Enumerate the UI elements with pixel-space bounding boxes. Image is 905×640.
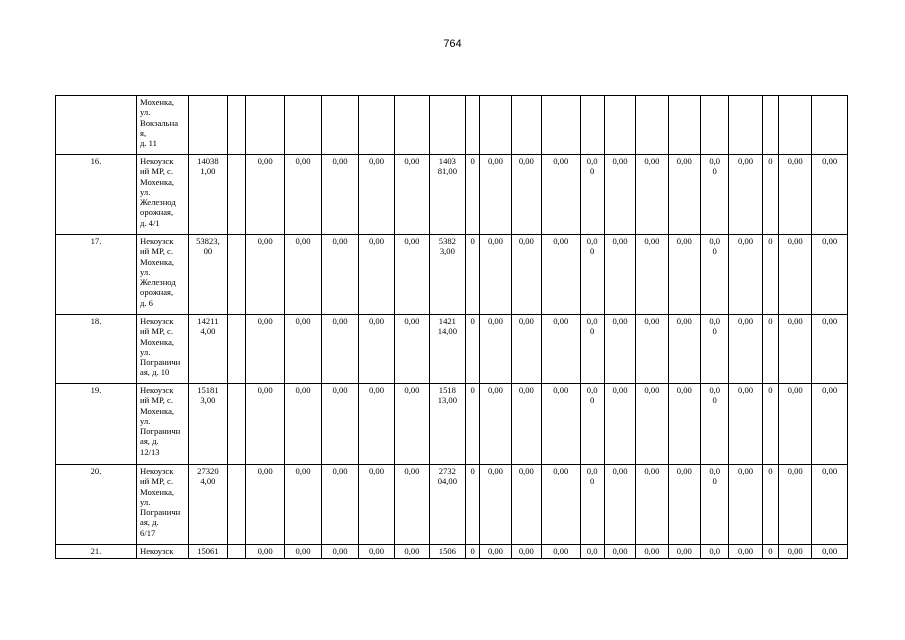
value-cell: 0,00 bbox=[246, 384, 284, 465]
value-cell: 0,00 bbox=[812, 315, 848, 384]
value-cell: 0,00 bbox=[284, 235, 321, 315]
value-cell: 0 bbox=[762, 465, 778, 545]
value-cell: 0,00 bbox=[778, 235, 811, 315]
value-cell: 0,00 bbox=[322, 315, 358, 384]
value-cell: 0,0 0 bbox=[580, 315, 604, 384]
value-cell: 0,00 bbox=[358, 155, 394, 235]
value-cell: 0,00 bbox=[284, 155, 321, 235]
value-cell: 0,00 bbox=[511, 384, 541, 465]
value-cell: 0,00 bbox=[812, 155, 848, 235]
value-cell: 0,00 bbox=[322, 155, 358, 235]
value-cell bbox=[762, 96, 778, 155]
value-cell: 0,00 bbox=[778, 465, 811, 545]
value-cell bbox=[542, 96, 580, 155]
value-cell: 0,00 bbox=[542, 384, 580, 465]
value-cell: 0,00 bbox=[668, 155, 700, 235]
value-cell: 2732 04,00 bbox=[429, 465, 465, 545]
value-cell: 0,00 bbox=[542, 155, 580, 235]
value-cell: 0,00 bbox=[480, 315, 511, 384]
value-cell: 0,0 bbox=[701, 545, 729, 559]
value-cell bbox=[701, 96, 729, 155]
value-cell: 0,00 bbox=[604, 465, 635, 545]
value-cell bbox=[228, 96, 246, 155]
value-cell: 0 bbox=[466, 315, 480, 384]
value-cell: 0,00 bbox=[729, 315, 762, 384]
data-table bbox=[55, 95, 848, 559]
value-cell: 0,00 bbox=[729, 235, 762, 315]
value-cell: 0,00 bbox=[322, 235, 358, 315]
value-cell: 0,00 bbox=[542, 465, 580, 545]
row-number-cell: 21. bbox=[56, 545, 137, 559]
value-cell: 0 bbox=[762, 235, 778, 315]
row-number-cell bbox=[56, 96, 137, 155]
value-cell: 0,00 bbox=[480, 465, 511, 545]
value-cell: 0,00 bbox=[246, 465, 284, 545]
value-cell: 0,00 bbox=[322, 384, 358, 465]
value-cell: 14211 4,00 bbox=[188, 315, 227, 384]
value-cell: 0 bbox=[762, 545, 778, 559]
value-cell: 0,00 bbox=[636, 235, 668, 315]
value-cell: 0,00 bbox=[395, 155, 429, 235]
value-cell: 1506 bbox=[429, 545, 465, 559]
value-cell: 0,0 0 bbox=[580, 465, 604, 545]
value-cell bbox=[511, 96, 541, 155]
value-cell: 0,00 bbox=[636, 155, 668, 235]
value-cell: 0,00 bbox=[246, 155, 284, 235]
value-cell: 0,00 bbox=[729, 545, 762, 559]
value-cell: 0,00 bbox=[284, 384, 321, 465]
value-cell bbox=[668, 96, 700, 155]
value-cell: 0,00 bbox=[542, 545, 580, 559]
address-cell: Некоузск ий МР, с. Мохенка, ул. Пограничн ая, д. 10 bbox=[137, 315, 189, 384]
value-cell: 0,0 0 bbox=[580, 155, 604, 235]
value-cell: 0,00 bbox=[729, 465, 762, 545]
value-cell bbox=[228, 465, 246, 545]
value-cell: 0,00 bbox=[729, 155, 762, 235]
value-cell bbox=[729, 96, 762, 155]
row-number-cell: 17. bbox=[56, 235, 137, 315]
value-cell: 5382 3,00 bbox=[429, 235, 465, 315]
table-row bbox=[56, 96, 848, 155]
value-cell: 14038 1,00 bbox=[188, 155, 227, 235]
value-cell bbox=[228, 315, 246, 384]
value-cell: 0,00 bbox=[511, 465, 541, 545]
value-cell: 1518 13,00 bbox=[429, 384, 465, 465]
value-cell: 0,00 bbox=[778, 155, 811, 235]
value-cell: 0,00 bbox=[778, 315, 811, 384]
value-cell: 0,00 bbox=[246, 545, 284, 559]
value-cell: 15181 3,00 bbox=[188, 384, 227, 465]
value-cell: 0,0 0 bbox=[580, 235, 604, 315]
value-cell: 0,0 0 bbox=[701, 384, 729, 465]
value-cell bbox=[580, 96, 604, 155]
page-number: 764 bbox=[443, 38, 462, 50]
value-cell bbox=[228, 155, 246, 235]
value-cell: 0,00 bbox=[358, 315, 394, 384]
value-cell: 0,00 bbox=[395, 235, 429, 315]
value-cell bbox=[246, 96, 284, 155]
value-cell: 0,00 bbox=[636, 315, 668, 384]
row-number-cell: 18. bbox=[56, 315, 137, 384]
value-cell bbox=[188, 96, 227, 155]
table-row bbox=[56, 545, 848, 559]
value-cell bbox=[395, 96, 429, 155]
address-cell: Некоузск ий МР, с. Мохенка, ул. Железнод орожная, д. 4/1 bbox=[137, 155, 189, 235]
value-cell: 0,00 bbox=[358, 465, 394, 545]
value-cell bbox=[228, 384, 246, 465]
value-cell: 0 bbox=[762, 155, 778, 235]
value-cell bbox=[812, 96, 848, 155]
value-cell: 0,00 bbox=[284, 315, 321, 384]
row-number-cell: 19. bbox=[56, 384, 137, 465]
value-cell: 0 bbox=[762, 384, 778, 465]
value-cell: 0,00 bbox=[604, 155, 635, 235]
value-cell: 0,00 bbox=[778, 384, 811, 465]
value-cell: 0,00 bbox=[322, 465, 358, 545]
row-number-cell: 20. bbox=[56, 465, 137, 545]
value-cell: 0,00 bbox=[395, 545, 429, 559]
table-row bbox=[56, 155, 848, 235]
value-cell: 0,00 bbox=[668, 545, 700, 559]
value-cell: 0,0 0 bbox=[701, 155, 729, 235]
value-cell bbox=[778, 96, 811, 155]
value-cell bbox=[480, 96, 511, 155]
value-cell: 0,00 bbox=[480, 545, 511, 559]
value-cell: 0,00 bbox=[284, 465, 321, 545]
value-cell: 0,00 bbox=[322, 545, 358, 559]
value-cell: 1421 14,00 bbox=[429, 315, 465, 384]
value-cell: 0,00 bbox=[668, 465, 700, 545]
value-cell: 0,0 0 bbox=[701, 465, 729, 545]
value-cell: 0,00 bbox=[604, 235, 635, 315]
value-cell: 0,0 0 bbox=[701, 235, 729, 315]
value-cell: 0,00 bbox=[395, 465, 429, 545]
value-cell bbox=[228, 235, 246, 315]
address-cell: Некоузск ий МР, с. Мохенка, ул. Пограничн ая, д. 6/17 bbox=[137, 465, 189, 545]
value-cell: 0,00 bbox=[480, 384, 511, 465]
value-cell: 0,00 bbox=[668, 315, 700, 384]
value-cell: 0,00 bbox=[812, 384, 848, 465]
value-cell: 0,00 bbox=[480, 235, 511, 315]
value-cell bbox=[322, 96, 358, 155]
value-cell: 0,00 bbox=[668, 384, 700, 465]
value-cell: 0,00 bbox=[395, 315, 429, 384]
value-cell: 0,00 bbox=[604, 384, 635, 465]
value-cell: 0,00 bbox=[636, 384, 668, 465]
value-cell: 0,00 bbox=[668, 235, 700, 315]
value-cell: 0 bbox=[466, 384, 480, 465]
value-cell: 0,00 bbox=[636, 545, 668, 559]
value-cell: 0 bbox=[466, 235, 480, 315]
value-cell: 0 bbox=[466, 465, 480, 545]
value-cell bbox=[228, 545, 246, 559]
address-cell: Некоузск bbox=[137, 545, 189, 559]
table-row bbox=[56, 465, 848, 545]
table-row bbox=[56, 384, 848, 465]
value-cell: 0,00 bbox=[284, 545, 321, 559]
row-number-cell: 16. bbox=[56, 155, 137, 235]
value-cell: 0,00 bbox=[812, 465, 848, 545]
value-cell: 53823, 00 bbox=[188, 235, 227, 315]
value-cell: 0,00 bbox=[604, 545, 635, 559]
value-cell: 0,00 bbox=[511, 155, 541, 235]
value-cell: 0,00 bbox=[395, 384, 429, 465]
value-cell bbox=[604, 96, 635, 155]
value-cell: 0,00 bbox=[778, 545, 811, 559]
value-cell: 0,00 bbox=[358, 384, 394, 465]
value-cell: 0,00 bbox=[480, 155, 511, 235]
value-cell bbox=[358, 96, 394, 155]
value-cell: 0,00 bbox=[358, 235, 394, 315]
value-cell: 0,00 bbox=[812, 545, 848, 559]
value-cell: 0,00 bbox=[542, 315, 580, 384]
value-cell: 0,00 bbox=[511, 235, 541, 315]
value-cell: 0 bbox=[466, 545, 480, 559]
value-cell: 27320 4,00 bbox=[188, 465, 227, 545]
value-cell: 0 bbox=[466, 155, 480, 235]
value-cell bbox=[284, 96, 321, 155]
value-cell: 0,00 bbox=[604, 315, 635, 384]
value-cell: 0,00 bbox=[358, 545, 394, 559]
value-cell: 0,00 bbox=[636, 465, 668, 545]
value-cell bbox=[466, 96, 480, 155]
value-cell: 0,00 bbox=[511, 545, 541, 559]
address-cell: Некоузск ий МР, с. Мохенка, ул. Пограничн ая, д. 12/13 bbox=[137, 384, 189, 465]
value-cell: 0,00 bbox=[812, 235, 848, 315]
address-cell: Некоузск ий МР, с. Мохенка, ул. Железнод орожная, д. 6 bbox=[137, 235, 189, 315]
value-cell: 0,00 bbox=[246, 315, 284, 384]
address-cell: Мохенка, ул. Вокзальна я, д. 11 bbox=[137, 96, 189, 155]
value-cell: 0,00 bbox=[246, 235, 284, 315]
value-cell: 15061 bbox=[188, 545, 227, 559]
value-cell: 1403 81,00 bbox=[429, 155, 465, 235]
value-cell: 0,0 0 bbox=[580, 384, 604, 465]
value-cell: 0,00 bbox=[511, 315, 541, 384]
value-cell bbox=[429, 96, 465, 155]
value-cell bbox=[636, 96, 668, 155]
value-cell: 0,00 bbox=[729, 384, 762, 465]
value-cell: 0,00 bbox=[542, 235, 580, 315]
value-cell: 0,0 0 bbox=[701, 315, 729, 384]
value-cell: 0 bbox=[762, 315, 778, 384]
table-row bbox=[56, 235, 848, 315]
value-cell: 0,0 bbox=[580, 545, 604, 559]
table-row bbox=[56, 315, 848, 384]
